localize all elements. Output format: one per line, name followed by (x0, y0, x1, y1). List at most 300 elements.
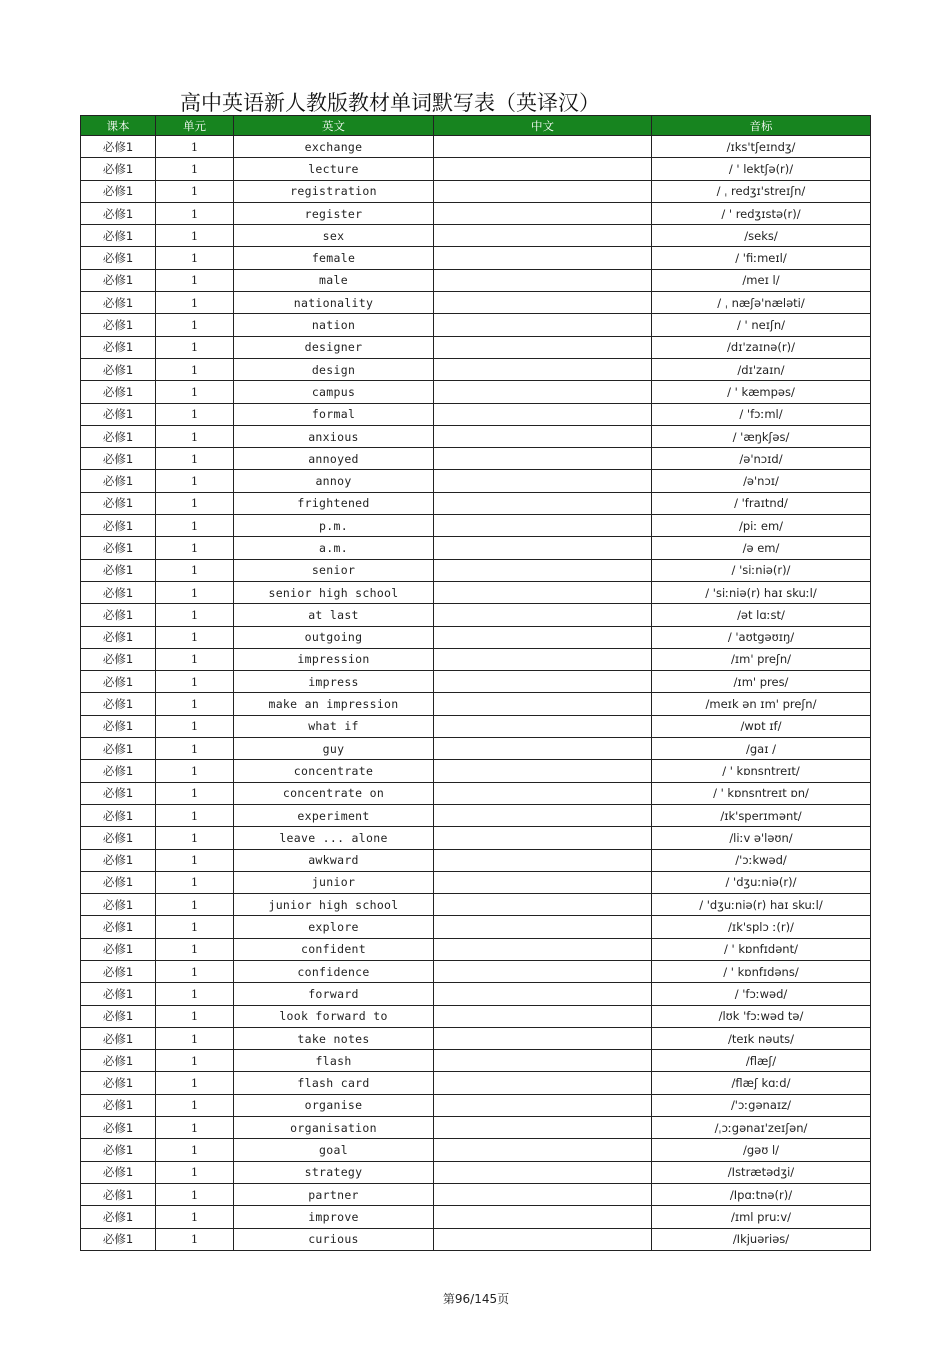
cell-english: partner (234, 1183, 434, 1205)
cell-phonetic: /liːv ə'ləʊn/ (652, 827, 871, 849)
cell-unit: 1 (156, 715, 234, 737)
cell-phonetic: / 'fɔːml/ (652, 403, 871, 425)
cell-english: organise (234, 1094, 434, 1116)
cell-phonetic: /gaɪ / (652, 738, 871, 760)
cell-english: forward (234, 983, 434, 1005)
cell-english: formal (234, 403, 434, 425)
cell-phonetic: / ' kɒnsntreɪt/ (652, 760, 871, 782)
table-row (81, 1161, 871, 1183)
table-row (81, 782, 871, 804)
cell-book: 必修1 (81, 292, 156, 314)
cell-chinese (434, 292, 652, 314)
cell-english: designer (234, 336, 434, 358)
cell-english: a.m. (234, 537, 434, 559)
table-row (81, 894, 871, 916)
table-row (81, 1228, 871, 1250)
cell-english: flash (234, 1050, 434, 1072)
table-row (81, 136, 871, 158)
table-row (81, 626, 871, 648)
cell-english: confidence (234, 960, 434, 982)
cell-phonetic: / ˌ redʒɪ'streɪʃn/ (652, 180, 871, 202)
table-row (81, 804, 871, 826)
cell-chinese (434, 671, 652, 693)
table-row (81, 492, 871, 514)
cell-phonetic: /Ipɑːtnə(r)/ (652, 1183, 871, 1205)
cell-chinese (434, 581, 652, 603)
table-row (81, 760, 871, 782)
cell-book: 必修1 (81, 894, 156, 916)
cell-unit: 1 (156, 158, 234, 180)
table-row (81, 604, 871, 626)
cell-english: make an impression (234, 693, 434, 715)
cell-book: 必修1 (81, 1139, 156, 1161)
table-row (81, 314, 871, 336)
cell-phonetic: /lʊk 'fɔːwəd tə/ (652, 1005, 871, 1027)
cell-unit: 1 (156, 916, 234, 938)
cell-phonetic: / ˌ næʃə'næləti/ (652, 292, 871, 314)
cell-unit: 1 (156, 403, 234, 425)
cell-english: outgoing (234, 626, 434, 648)
cell-phonetic: /Istrætədʒi/ (652, 1161, 871, 1183)
table-row (81, 292, 871, 314)
table-row (81, 916, 871, 938)
cell-book: 必修1 (81, 849, 156, 871)
cell-unit: 1 (156, 381, 234, 403)
cell-unit: 1 (156, 983, 234, 1005)
cell-english: sex (234, 225, 434, 247)
cell-unit: 1 (156, 871, 234, 893)
cell-book: 必修1 (81, 247, 156, 269)
cell-unit: 1 (156, 180, 234, 202)
cell-english: nationality (234, 292, 434, 314)
cell-unit: 1 (156, 336, 234, 358)
cell-phonetic: /ə'nɔɪd/ (652, 448, 871, 470)
cell-phonetic: /ɪk'splɔ ː(r)/ (652, 916, 871, 938)
cell-unit: 1 (156, 202, 234, 224)
cell-phonetic: /ə em/ (652, 537, 871, 559)
cell-unit: 1 (156, 894, 234, 916)
cell-unit: 1 (156, 1094, 234, 1116)
cell-unit: 1 (156, 559, 234, 581)
cell-book: 必修1 (81, 1027, 156, 1049)
cell-english: look forward to (234, 1005, 434, 1027)
cell-phonetic: /meɪ l/ (652, 269, 871, 291)
cell-unit: 1 (156, 425, 234, 447)
table-row (81, 180, 871, 202)
cell-unit: 1 (156, 1139, 234, 1161)
cell-unit: 1 (156, 537, 234, 559)
cell-book: 必修1 (81, 180, 156, 202)
cell-book: 必修1 (81, 1161, 156, 1183)
cell-book: 必修1 (81, 269, 156, 291)
cell-book: 必修1 (81, 983, 156, 1005)
table-row (81, 960, 871, 982)
cell-unit: 1 (156, 1117, 234, 1139)
table-row (81, 1005, 871, 1027)
cell-chinese (434, 1161, 652, 1183)
cell-english: goal (234, 1139, 434, 1161)
cell-unit: 1 (156, 269, 234, 291)
cell-book: 必修1 (81, 225, 156, 247)
cell-book: 必修1 (81, 782, 156, 804)
cell-phonetic: /seks/ (652, 225, 871, 247)
cell-unit: 1 (156, 247, 234, 269)
cell-chinese (434, 693, 652, 715)
cell-book: 必修1 (81, 358, 156, 380)
table-row (81, 738, 871, 760)
cell-unit: 1 (156, 938, 234, 960)
cell-unit: 1 (156, 760, 234, 782)
cell-english: confident (234, 938, 434, 960)
table-row (81, 1117, 871, 1139)
cell-phonetic: /ə'nɔɪ/ (652, 470, 871, 492)
table-row (81, 515, 871, 537)
cell-english: registration (234, 180, 434, 202)
cell-english: explore (234, 916, 434, 938)
cell-chinese (434, 827, 652, 849)
table-row (81, 581, 871, 603)
table-row (81, 849, 871, 871)
cell-unit: 1 (156, 849, 234, 871)
cell-unit: 1 (156, 804, 234, 826)
cell-book: 必修1 (81, 381, 156, 403)
cell-english: junior (234, 871, 434, 893)
cell-chinese (434, 225, 652, 247)
cell-chinese (434, 358, 652, 380)
cell-english: senior (234, 559, 434, 581)
table-row (81, 448, 871, 470)
cell-english: take notes (234, 1027, 434, 1049)
cell-phonetic: / ' kæmpəs/ (652, 381, 871, 403)
cell-chinese (434, 1005, 652, 1027)
table-row (81, 1050, 871, 1072)
cell-unit: 1 (156, 1161, 234, 1183)
table-row (81, 983, 871, 1005)
cell-book: 必修1 (81, 1094, 156, 1116)
cell-unit: 1 (156, 1228, 234, 1250)
cell-english: register (234, 202, 434, 224)
cell-english: concentrate on (234, 782, 434, 804)
cell-chinese (434, 1139, 652, 1161)
cell-english: senior high school (234, 581, 434, 603)
vocabulary-table (80, 115, 871, 1251)
cell-unit: 1 (156, 448, 234, 470)
table-row (81, 693, 871, 715)
table-row (81, 827, 871, 849)
cell-unit: 1 (156, 626, 234, 648)
cell-book: 必修1 (81, 938, 156, 960)
cell-chinese (434, 425, 652, 447)
cell-chinese (434, 403, 652, 425)
table-row (81, 1027, 871, 1049)
cell-phonetic: /ɪks'tʃeɪndʒ/ (652, 136, 871, 158)
cell-english: curious (234, 1228, 434, 1250)
cell-chinese (434, 448, 652, 470)
cell-chinese (434, 760, 652, 782)
cell-book: 必修1 (81, 581, 156, 603)
cell-chinese (434, 559, 652, 581)
cell-phonetic: /ɪm' preʃn/ (652, 648, 871, 670)
cell-book: 必修1 (81, 738, 156, 760)
cell-phonetic: / ' lektʃə(r)/ (652, 158, 871, 180)
cell-book: 必修1 (81, 136, 156, 158)
cell-english: flash card (234, 1072, 434, 1094)
cell-chinese (434, 782, 652, 804)
cell-unit: 1 (156, 1206, 234, 1228)
cell-book: 必修1 (81, 804, 156, 826)
table-row (81, 358, 871, 380)
cell-phonetic: /Ikjuəriəs/ (652, 1228, 871, 1250)
cell-chinese (434, 715, 652, 737)
cell-unit: 1 (156, 738, 234, 760)
cell-unit: 1 (156, 1183, 234, 1205)
cell-chinese (434, 894, 652, 916)
cell-phonetic: / ' redʒɪstə(r)/ (652, 202, 871, 224)
cell-chinese (434, 960, 652, 982)
cell-chinese (434, 1027, 652, 1049)
table-row (81, 1139, 871, 1161)
cell-book: 必修1 (81, 604, 156, 626)
cell-english: female (234, 247, 434, 269)
cell-unit: 1 (156, 960, 234, 982)
cell-english: improve (234, 1206, 434, 1228)
cell-english: design (234, 358, 434, 380)
cell-unit: 1 (156, 358, 234, 380)
table-row (81, 247, 871, 269)
cell-english: organisation (234, 1117, 434, 1139)
cell-phonetic: / 'fɔːwəd/ (652, 983, 871, 1005)
cell-english: lecture (234, 158, 434, 180)
cell-phonetic: /flæʃ/ (652, 1050, 871, 1072)
cell-unit: 1 (156, 136, 234, 158)
cell-book: 必修1 (81, 158, 156, 180)
cell-phonetic: /ət lɑːst/ (652, 604, 871, 626)
cell-chinese (434, 983, 652, 1005)
cell-english: exchange (234, 136, 434, 158)
cell-book: 必修1 (81, 760, 156, 782)
cell-book: 必修1 (81, 202, 156, 224)
cell-chinese (434, 604, 652, 626)
cell-book: 必修1 (81, 1117, 156, 1139)
cell-english: impress (234, 671, 434, 693)
cell-phonetic: /wɒt ɪf/ (652, 715, 871, 737)
cell-book: 必修1 (81, 671, 156, 693)
cell-chinese (434, 314, 652, 336)
cell-chinese (434, 470, 652, 492)
cell-chinese (434, 849, 652, 871)
cell-phonetic: / ' kɒnsntreɪt ɒn/ (652, 782, 871, 804)
table-row (81, 1094, 871, 1116)
cell-phonetic: / 'fraɪtnd/ (652, 492, 871, 514)
cell-english: awkward (234, 849, 434, 871)
cell-chinese (434, 871, 652, 893)
cell-english: leave ... alone (234, 827, 434, 849)
page-title: 高中英语新人教版教材单词默写表（英译汉） (180, 91, 600, 115)
cell-unit: 1 (156, 492, 234, 514)
cell-book: 必修1 (81, 916, 156, 938)
cell-book: 必修1 (81, 314, 156, 336)
cell-unit: 1 (156, 314, 234, 336)
table-row (81, 648, 871, 670)
column-header-phonetic: 音标 (652, 116, 871, 136)
cell-phonetic: /flæʃ kɑːd/ (652, 1072, 871, 1094)
cell-book: 必修1 (81, 448, 156, 470)
cell-english: p.m. (234, 515, 434, 537)
cell-english: what if (234, 715, 434, 737)
table-header-row (81, 116, 871, 136)
cell-chinese (434, 738, 652, 760)
cell-book: 必修1 (81, 693, 156, 715)
cell-chinese (434, 537, 652, 559)
cell-book: 必修1 (81, 1206, 156, 1228)
cell-book: 必修1 (81, 871, 156, 893)
cell-unit: 1 (156, 1050, 234, 1072)
table-row (81, 938, 871, 960)
cell-book: 必修1 (81, 626, 156, 648)
table-row (81, 269, 871, 291)
cell-phonetic: / 'aʊtgəʊɪŋ/ (652, 626, 871, 648)
cell-english: frightened (234, 492, 434, 514)
cell-english: strategy (234, 1161, 434, 1183)
cell-book: 必修1 (81, 1183, 156, 1205)
cell-phonetic: / 'fiːmeɪl/ (652, 247, 871, 269)
table-row (81, 715, 871, 737)
cell-phonetic: /meɪk ən ɪm' preʃn/ (652, 693, 871, 715)
cell-english: at last (234, 604, 434, 626)
cell-english: anxious (234, 425, 434, 447)
cell-chinese (434, 1117, 652, 1139)
cell-english: male (234, 269, 434, 291)
cell-phonetic: / 'dʒuːniə(r)/ (652, 871, 871, 893)
cell-chinese (434, 492, 652, 514)
cell-unit: 1 (156, 515, 234, 537)
table-row (81, 559, 871, 581)
cell-chinese (434, 515, 652, 537)
cell-chinese (434, 381, 652, 403)
cell-unit: 1 (156, 671, 234, 693)
cell-phonetic: / ' kɒnfɪdənt/ (652, 938, 871, 960)
table-row (81, 202, 871, 224)
column-header-unit: 单元 (156, 116, 234, 136)
cell-chinese (434, 158, 652, 180)
cell-unit: 1 (156, 225, 234, 247)
cell-book: 必修1 (81, 827, 156, 849)
cell-phonetic: /dɪ'zaɪn/ (652, 358, 871, 380)
table-row (81, 1072, 871, 1094)
cell-book: 必修1 (81, 537, 156, 559)
cell-chinese (434, 1072, 652, 1094)
cell-unit: 1 (156, 292, 234, 314)
table-row (81, 225, 871, 247)
cell-chinese (434, 247, 652, 269)
cell-phonetic: / 'æŋkʃəs/ (652, 425, 871, 447)
cell-english: nation (234, 314, 434, 336)
cell-unit: 1 (156, 782, 234, 804)
cell-book: 必修1 (81, 960, 156, 982)
cell-phonetic: /ɪm' pres/ (652, 671, 871, 693)
table-row (81, 871, 871, 893)
cell-english: experiment (234, 804, 434, 826)
cell-phonetic: / ' kɒnfɪdəns/ (652, 960, 871, 982)
table-row (81, 1206, 871, 1228)
cell-book: 必修1 (81, 470, 156, 492)
cell-unit: 1 (156, 827, 234, 849)
cell-book: 必修1 (81, 515, 156, 537)
cell-chinese (434, 804, 652, 826)
table-row (81, 537, 871, 559)
column-header-chinese: 中文 (434, 116, 652, 136)
table-row (81, 336, 871, 358)
cell-unit: 1 (156, 693, 234, 715)
cell-chinese (434, 648, 652, 670)
cell-book: 必修1 (81, 403, 156, 425)
cell-phonetic: / 'siːniə(r)/ (652, 559, 871, 581)
table-row (81, 403, 871, 425)
table-row (81, 470, 871, 492)
table-body (81, 136, 871, 1251)
cell-english: annoy (234, 470, 434, 492)
cell-unit: 1 (156, 604, 234, 626)
cell-english: guy (234, 738, 434, 760)
table-row (81, 1183, 871, 1205)
cell-unit: 1 (156, 581, 234, 603)
table-row (81, 425, 871, 447)
cell-book: 必修1 (81, 715, 156, 737)
cell-english: concentrate (234, 760, 434, 782)
cell-chinese (434, 1183, 652, 1205)
cell-chinese (434, 1206, 652, 1228)
cell-phonetic: /ɪk'sperɪmənt/ (652, 804, 871, 826)
cell-phonetic: /ɪml pruːv/ (652, 1206, 871, 1228)
cell-unit: 1 (156, 1027, 234, 1049)
cell-chinese (434, 1228, 652, 1250)
column-header-book: 课本 (81, 116, 156, 136)
table-row (81, 671, 871, 693)
cell-book: 必修1 (81, 1050, 156, 1072)
cell-chinese (434, 136, 652, 158)
cell-phonetic: /piː em/ (652, 515, 871, 537)
cell-phonetic: /ˌɔːgənaɪ'zeɪʃən/ (652, 1117, 871, 1139)
cell-unit: 1 (156, 648, 234, 670)
cell-phonetic: / ' neɪʃn/ (652, 314, 871, 336)
cell-phonetic: /gəʊ l/ (652, 1139, 871, 1161)
cell-phonetic: /'ɔːkwəd/ (652, 849, 871, 871)
column-header-english: 英文 (234, 116, 434, 136)
cell-chinese (434, 180, 652, 202)
cell-book: 必修1 (81, 648, 156, 670)
table-row (81, 158, 871, 180)
cell-chinese (434, 202, 652, 224)
cell-book: 必修1 (81, 425, 156, 447)
cell-book: 必修1 (81, 1228, 156, 1250)
cell-chinese (434, 269, 652, 291)
cell-chinese (434, 938, 652, 960)
cell-chinese (434, 916, 652, 938)
cell-phonetic: /'ɔːgənaɪz/ (652, 1094, 871, 1116)
cell-chinese (434, 1050, 652, 1072)
cell-book: 必修1 (81, 559, 156, 581)
cell-english: junior high school (234, 894, 434, 916)
page-number: 第96/145页 (442, 1292, 510, 1306)
cell-english: impression (234, 648, 434, 670)
cell-unit: 1 (156, 470, 234, 492)
cell-book: 必修1 (81, 492, 156, 514)
cell-chinese (434, 626, 652, 648)
cell-unit: 1 (156, 1072, 234, 1094)
cell-unit: 1 (156, 1005, 234, 1027)
cell-english: annoyed (234, 448, 434, 470)
cell-book: 必修1 (81, 336, 156, 358)
